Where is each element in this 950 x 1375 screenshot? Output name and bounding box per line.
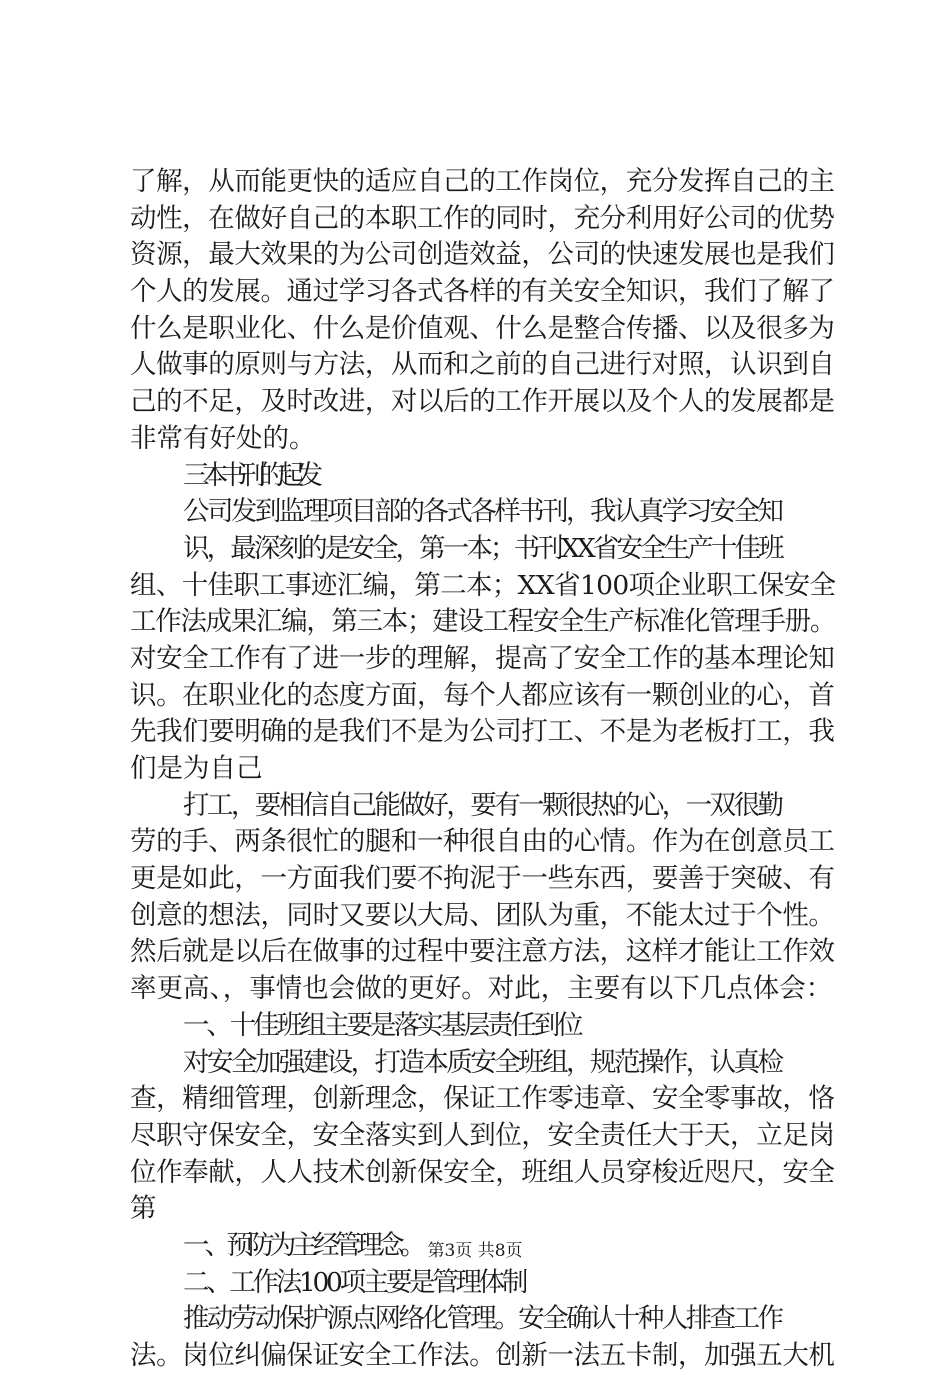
text-line: 们是为自己 <box>130 753 263 784</box>
text-line: 个人的发展。通过学习各式各样的有关安全知识，我们了解了 <box>130 276 835 308</box>
page-footer: 第3页 共8页 <box>427 1241 523 1261</box>
text-line: 了解，从而能更快的适应自己的工作岗位，充分发挥自己的主 <box>130 166 835 197</box>
text-line: 工作法成果汇编，第三本；建设工程安全生产标准化管理手册。 <box>130 606 835 638</box>
text-line: 第 <box>130 1193 157 1225</box>
text-line: 劳的手、两条很忙的腿和一种很自由的心情。作为在创意员工 <box>130 826 835 858</box>
text-line: 率更高、，事情也会做的更好。对此，主要有以下几点体会： <box>130 973 833 1005</box>
text-line: 识。在职业化的态度方面，每个人都应该有一颗创业的心，首 <box>130 679 835 711</box>
text-line: 非常有好处的。 <box>130 422 316 454</box>
text-line: 打工，要相信自己能做好，要有一颗很热的心，一双很勤 <box>183 789 782 821</box>
text-line: 一、预防为主经管理念。 <box>183 1229 422 1261</box>
text-line: 三本书刊的起发 <box>183 459 316 491</box>
text-line: 先我们要明确的是我们不是为公司打工、不是为老板打工，我 <box>130 716 835 748</box>
text-line: 推动劳动保护源点网络化管理。安全确认十种人排查工作 <box>183 1303 782 1335</box>
text-line: 公司发到监理项目部的各式各样书刊，我认真学习安全知 <box>183 496 782 528</box>
text-line: 尽职守保安全，安全落实到人到位，安全责任大于天，立足岗 <box>130 1119 835 1151</box>
text-line: 然后就是以后在做事的过程中要注意方法，这样才能让工作效 <box>130 936 835 968</box>
text-line: 对安全工作有了进一步的理解，提高了安全工作的基本理论知 <box>130 642 835 674</box>
text-line: 二、工作法100项主要是管理体制 <box>183 1266 526 1298</box>
text-line: 一、十佳班组主要是落实基层责任到位 <box>183 1009 581 1041</box>
text-line: 己的不足，及时改进，对以后的工作开展以及个人的发展都是 <box>130 386 835 418</box>
text-line: 人做事的原则与方法，从而和之前的自己进行对照，认识到自 <box>130 349 835 381</box>
text-line: 组、十佳职工事迹汇编，第二本；XX省100项企业职工保安全 <box>130 569 836 601</box>
text-line: 资源，最大效果的为公司创造效益，公司的快速发展也是我们 <box>130 239 835 271</box>
text-line: 识，最深刻的是安全，第一本；书刊XX省安全生产十佳班 <box>183 532 782 564</box>
text-line: 什么是职业化、什么是价值观、什么是整合传播、以及很多为 <box>130 312 835 344</box>
text-line: 查，精细管理，创新理念，保证工作零违章、安全零事故，恪 <box>130 1083 835 1115</box>
text-line: 法。岗位纠偏保证安全工作法。创新一法五卡制，加强五大机 <box>130 1340 835 1371</box>
text-line: 动性，在做好自己的本职工作的同时，充分利用好公司的优势 <box>130 202 835 234</box>
body-text <box>130 164 835 1375</box>
text-line: 位作奉献，人人技术创新保安全，班组人员穿梭近咫尺，安全 <box>130 1156 835 1188</box>
text-line: 创意的想法，同时又要以大局、团队为重，不能太过于个性。 <box>130 899 835 931</box>
text-line: 对安全加强建设，打造本质安全班组，规范操作，认真检 <box>183 1046 782 1078</box>
text-line: 更是如此，一方面我们要不拘泥于一些东西，要善于突破、有 <box>130 863 835 895</box>
